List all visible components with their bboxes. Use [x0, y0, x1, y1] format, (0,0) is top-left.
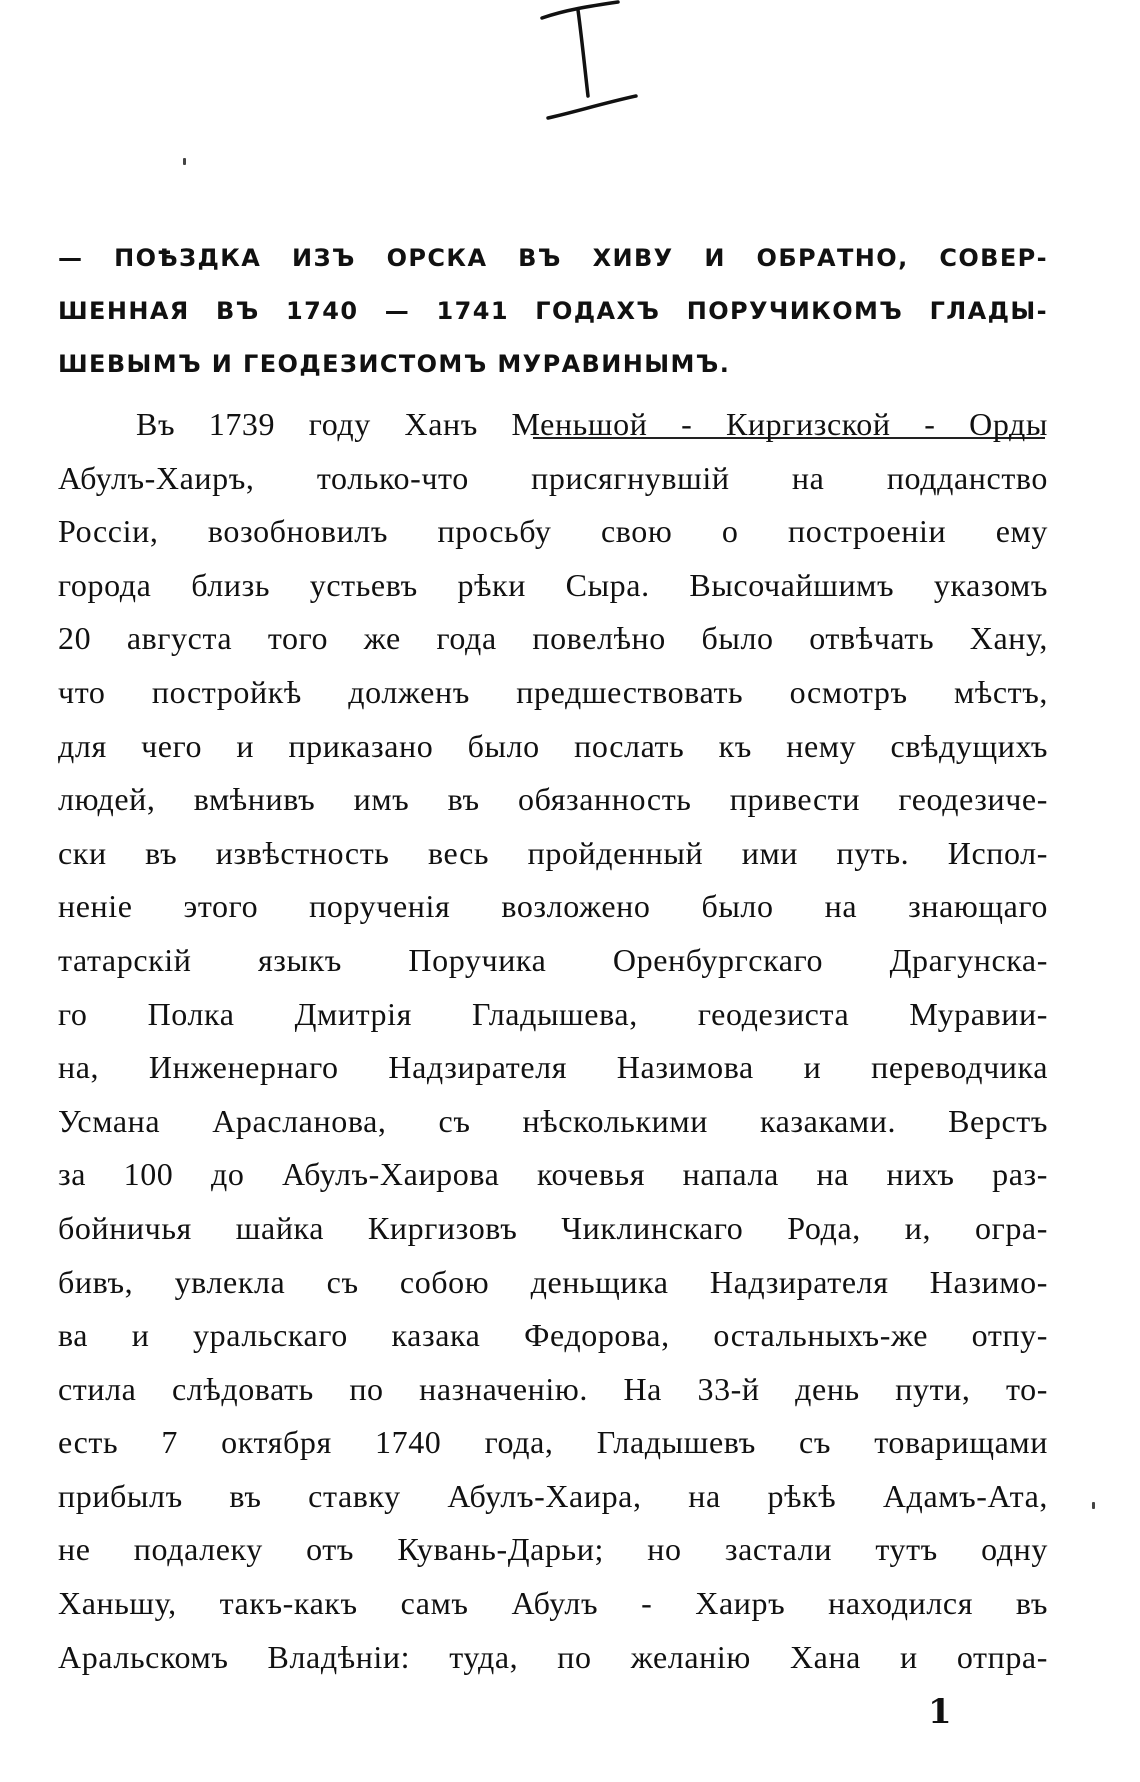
text-line: за 100 до Абулъ-Хаирова кочевья напала на нихъ раз-	[58, 1156, 1048, 1193]
page-number: 1	[928, 1692, 952, 1732]
text-line: татарскій языкъ Поручика Оренбургскаго Драгунска-	[58, 941, 1048, 978]
text-line: Россіи, возобновилъ просьбу свою о построеніи ему	[58, 513, 1048, 550]
text-line: бойничья шайка Киргизовъ Чиклинскаго Рода, и, огра-	[58, 1209, 1048, 1246]
text-line: го Полка Дмитрія Гладышева, геодезиста Муравии-	[58, 995, 1048, 1032]
text-line: бивъ, увлекла съ собою деньщика Надзирателя Назимо-	[58, 1263, 1048, 1300]
text-line: Ханьшу, такъ-какъ самъ Абулъ - Хаиръ находился въ	[58, 1585, 1048, 1622]
body-paragraph	[58, 398, 1048, 1684]
text-line: что постройкѣ долженъ предшествовать осмотръ мѣстъ,	[58, 673, 1048, 710]
text-line: прибылъ въ ставку Абулъ-Хаира, на рѣкѣ Адамъ-Ата,	[58, 1477, 1048, 1514]
text-line: Въ 1739 году Ханъ Меньшой - Киргизской - Орды	[136, 406, 1048, 442]
heading-line: ШЕВЫМЪ И ГЕОДЕЗИСТОМЪ МУРАВИНЫМЪ.	[58, 350, 731, 378]
stray-mark	[183, 158, 186, 165]
text-line: стила слѣдовать по назначенію. На 33-й день пути, то-	[58, 1370, 1048, 1407]
stray-mark	[1092, 1502, 1095, 1509]
text-line: на, Инженернаго Надзирателя Назимова и переводчика	[58, 1049, 1048, 1086]
text-line: неніе этого порученія возложено было на знающаго	[58, 888, 1048, 925]
article-heading	[58, 232, 1048, 391]
text-line: есть 7 октября 1740 года, Гладышевъ съ товарищами	[58, 1424, 1048, 1461]
text-line: ва и уральскаго казака Федорова, остальныхъ-же отпу-	[58, 1317, 1048, 1354]
text-line: Абулъ-Хаиръ, только-что присягнувшій на подданство	[58, 459, 1048, 496]
text-line: не подалеку отъ Кувань-Дарьи; но застали тутъ одну	[58, 1531, 1048, 1568]
heading-line: — ПОѢЗДКА ИЗЪ ОРСКА ВЪ ХИВУ И ОБРАТНО, СОВЕР-	[58, 244, 1048, 272]
text-line: ски въ извѣстность весь пройденный ими путь. Испол-	[58, 834, 1048, 871]
text-line: Усмана Арасланова, съ нѣсколькими казаками. Верстъ	[58, 1102, 1048, 1139]
text-line: людей, вмѣнивъ имъ въ обязанность привести геодезиче-	[58, 781, 1048, 818]
text-line: Аральскомъ Владѣніи: туда, по желанію Хана и отпра-	[58, 1638, 1048, 1675]
handwritten-roman-numeral-mark	[540, 0, 650, 125]
text-line: для чего и приказано было послать къ нему свѣдущихъ	[58, 727, 1048, 764]
text-line: города близь устьевъ рѣки Сыра. Высочайшимъ указомъ	[58, 566, 1048, 603]
heading-line: ШЕННАЯ ВЪ 1740 — 1741 ГОДАХЪ ПОРУЧИКОМЪ ГЛАДЫ-	[58, 297, 1048, 325]
text-line: 20 августа того же года повелѣно было отвѣчать Хану,	[58, 620, 1048, 657]
